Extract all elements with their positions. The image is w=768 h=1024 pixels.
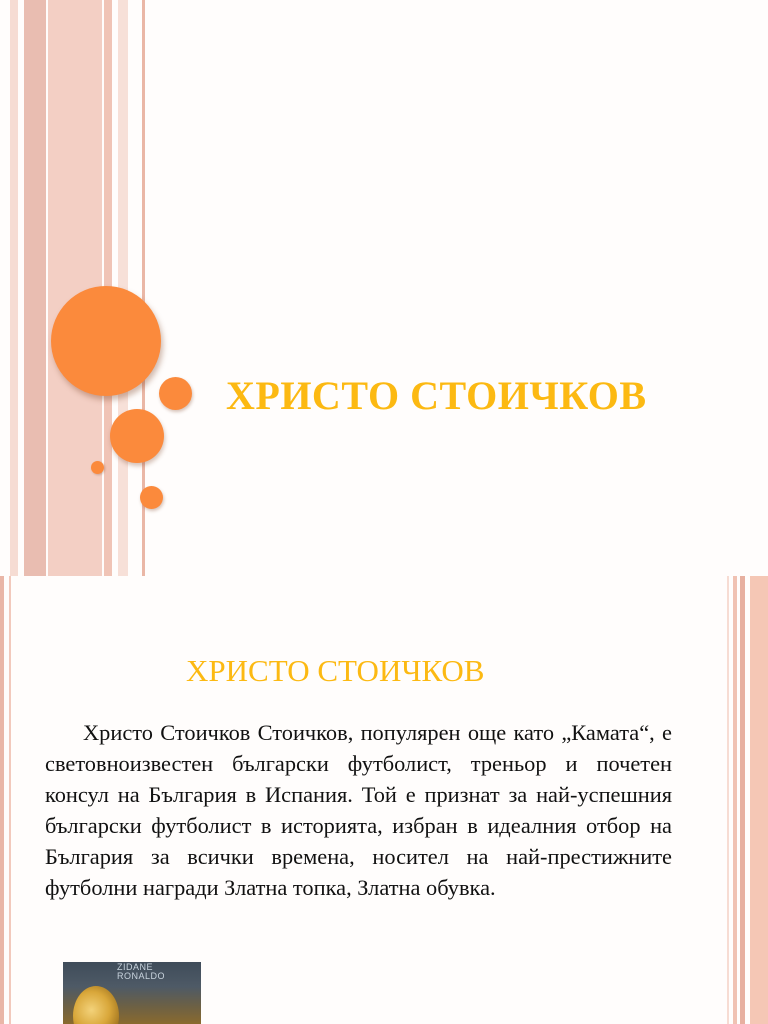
photo-caption bbox=[117, 963, 165, 981]
content-title: ХРИСТО СТОИЧКОВ bbox=[186, 653, 485, 688]
decorative-stripe bbox=[9, 576, 11, 1024]
golden-ball-photo bbox=[63, 962, 201, 1024]
photo-caption-line: RONALDO bbox=[117, 971, 166, 981]
golden-ball-image bbox=[73, 986, 119, 1024]
slide-title: ХРИСТО СТОИЧКОВ bbox=[226, 373, 647, 418]
decorative-stripe bbox=[727, 576, 729, 1024]
decorative-stripe bbox=[750, 576, 768, 1024]
decorative-circle bbox=[159, 377, 192, 410]
decorative-circle bbox=[91, 461, 104, 474]
decorative-stripe bbox=[0, 576, 4, 1024]
decorative-stripe bbox=[740, 576, 745, 1024]
decorative-stripe bbox=[733, 576, 737, 1024]
decorative-circle bbox=[140, 486, 163, 509]
decorative-stripe bbox=[24, 0, 46, 576]
decorative-stripe bbox=[10, 0, 18, 576]
biography-paragraph: Христо Стоичков Стоичков, популярен още като „Камата“, е световноизвестен български футболист, треньор и почетен консул на България в Испания. Той е признат за най-успешния български футболист в историята, избран в идеалния отбор на България за всички времена, носител на най-престижните футболни награди Златна топка, Златна обувка. bbox=[45, 720, 672, 900]
decorative-circle-large bbox=[51, 286, 161, 396]
photo-caption-line: ZIDANE bbox=[117, 962, 154, 972]
decorative-circle bbox=[110, 409, 164, 463]
